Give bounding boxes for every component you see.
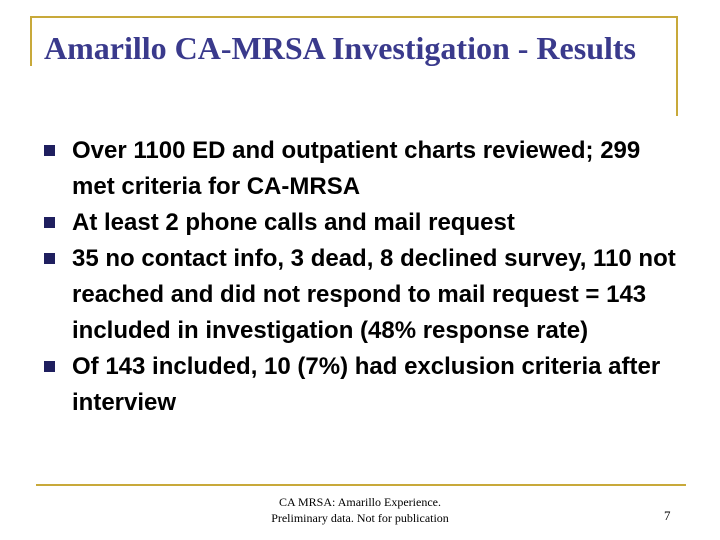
square-bullet-icon bbox=[44, 361, 55, 372]
bullet-text: Of 143 included, 10 (7%) had exclusion criteria after interview bbox=[72, 353, 661, 416]
bullet-text: At least 2 phone calls and mail request bbox=[72, 209, 515, 236]
bullet-text: 35 no contact info, 3 dead, 8 declined survey, 110 not reached and did not respond to mail request = 143 included in investigation (48% response rate) bbox=[72, 245, 676, 344]
bullet-item bbox=[44, 349, 684, 421]
bullet-text: Over 1100 ED and outpatient charts reviewed; 299 met criteria for CA-MRSA bbox=[72, 137, 641, 200]
title-frame-right-rule bbox=[676, 16, 678, 116]
bullet-item bbox=[44, 133, 684, 205]
bullet-item bbox=[44, 241, 684, 349]
footer-rule bbox=[36, 484, 686, 486]
square-bullet-icon bbox=[44, 145, 55, 156]
square-bullet-icon bbox=[44, 217, 55, 228]
page-number: 7 bbox=[664, 508, 671, 523]
bullet-item bbox=[44, 205, 684, 241]
bullet-list bbox=[44, 133, 684, 421]
title-frame-left-rule bbox=[30, 16, 32, 66]
footer-line-2: Preliminary data. Not for publication bbox=[271, 511, 449, 525]
slide-title: Amarillo CA-MRSA Investigation - Results bbox=[44, 30, 636, 66]
footer-caption bbox=[240, 494, 480, 526]
square-bullet-icon bbox=[44, 253, 55, 264]
title-frame-top-rule bbox=[30, 16, 678, 18]
footer-line-1: CA MRSA: Amarillo Experience. bbox=[279, 495, 441, 509]
